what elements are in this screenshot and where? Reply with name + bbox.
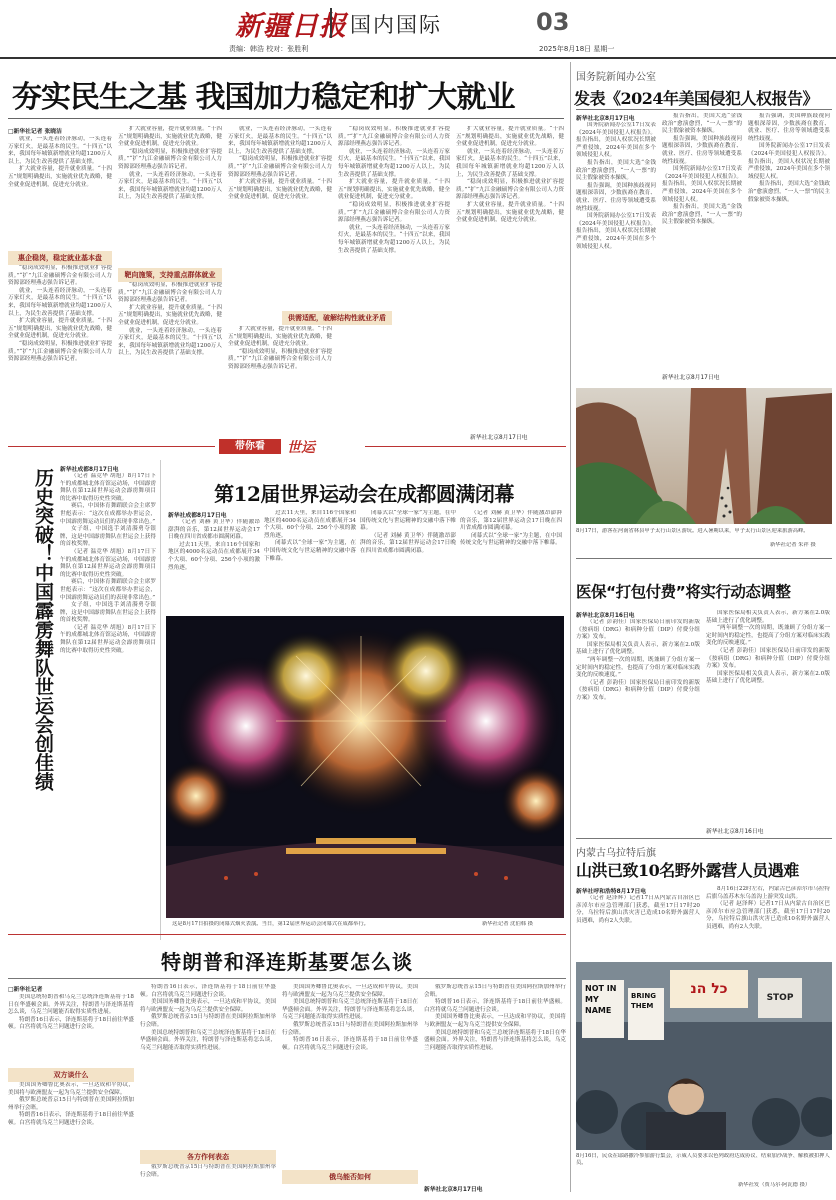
right-mid-paragraph: （记者 彭韵佳）国家医保局日前印发的新版《按病组（DRG）和病种分值（DIP）付费分组方案》发布。 (576, 679, 700, 701)
right-top-paragraph: 报告指出，美国大选“金钱政治”愈演愈烈，“一人一票”的民主假象被资本操纵。 (576, 159, 656, 182)
lead-subhead-2: 靶向施策，支持重点群体就业 (118, 268, 222, 282)
lead-paragraph: 扩大就业容量，提升就业质量。“十四五”规划明确提出，实施就业优先战略，健全就业促进机制，促进充分就业。 (456, 126, 564, 148)
bottom-paragraph: 美国总统特朗普和乌克兰总统泽连斯基将于18日在华盛顿会面。外界关注，特朗普与泽连斯基将怎么谈，乌克兰问题能否取得实质性进展。 (282, 999, 418, 1021)
lead-col-1b (8, 265, 112, 495)
bottom-paragraph: 俄罗斯总统普京15日与特朗普在美国阿拉斯加州举行会晤。 (8, 1097, 134, 1111)
right-mid-paragraph: （记者 彭韵佳）国家医保局日前印发的新版《按病组（DRG）和病种分值（DIP）付费分组方案》发布。 (706, 647, 830, 670)
right-mid-paragraph: “两年调整一次的周期，既兼顾了分组方案一定时间内的稳定性，也提高了分组方案对临床实践变化的反映速度。” (576, 656, 700, 679)
bottom-paragraph: 俄罗斯总统普京15日与特朗普在美国阿拉斯加州举行会晤。 (140, 1014, 276, 1028)
protest-sign: NOT IN MY NAME (582, 980, 624, 1038)
feature-banner-accent: 世运 (287, 440, 315, 456)
bottom-paragraph: 特朗普16日表示，泽连斯基将于18日前往华盛顿。白宫将就乌克兰问题进行会谈。 (140, 984, 276, 998)
right-mid-rule (576, 558, 832, 559)
feature-main-title: 第12届世界运动会在成都圆满闭幕 (214, 482, 514, 506)
lead-paragraph: “稳岗成效明显，积极推进就业扩容提质。”“扩”九江金融硕博合金有限公司人力资源部经理燕志强告诉记者。 (456, 179, 564, 201)
right-top-col-2 (662, 113, 742, 378)
bottom-paragraph: 美国总统特朗普和乌克兰总统泽连斯基将于18日在华盛顿会面。外界关注，特朗普与泽连斯基将怎么谈，乌克兰问题能否取得实质性进展。 (8, 994, 134, 1016)
bottom-paragraph: 特朗普16日表示，泽连斯基将于18日前往华盛顿。白宫将就乌克兰问题进行会谈。 (8, 1016, 134, 1031)
right-bottom-col-1 (576, 895, 700, 955)
side-article-title: 历史突破！中国霹雳舞队世运会创佳绩 (32, 468, 54, 791)
right-top-byline: 新华社北京8月17日电 (576, 116, 635, 122)
lead-paragraph: “稳岗成效明显，积极推进就业扩容提质。”“扩”九江金融硕博合金有限公司人力资源部经理燕志强告诉记者。 (118, 282, 222, 304)
right-photo-caption: 8月17日，游客在河南省林县甲子太行山景区游玩。进入暑期以来，甲子太行山景区迎来旅游高峰。 (576, 528, 809, 534)
bottom-paragraph: 特朗普16日表示，泽连斯基将于18日前往华盛顿。白宫将就乌克兰问题进行会谈。 (8, 1112, 134, 1126)
lead-title-rule (8, 118, 564, 119)
bottom-subhead-3: 俄乌能否如何 (282, 1170, 418, 1184)
lead-paragraph: “稳岗成效明显，积极推进就业扩容提质。”“扩”九江金融硕博合金有限公司人力资源部经理燕志强告诉记者。 (338, 201, 450, 224)
lead-paragraph: “稳岗成效明显，积极推进就业扩容提质。”“扩”九江金融硕博合金有限公司人力资源部经理燕志强告诉记者。 (118, 148, 222, 170)
bottom-byline: □新华社记者 (8, 987, 43, 993)
page-number: 03 (536, 8, 570, 36)
lead-paragraph: 扩大就业容量，提升就业质量。“十四五”规划明确提出，实施就业优先战略，健全就业促进机制，促进充分就业。 (118, 126, 222, 148)
side-paragraph: （记者 温竞华 胡旭）8月17日下午的成都城北体育馆运动场，中国霹雳舞队在第12届世界运动会霹雳舞项目的比赛中取得历史性突破。 (60, 548, 156, 578)
feature-main-col-4 (460, 510, 562, 613)
right-mid-col-2 (706, 610, 830, 820)
bottom-title-rule (8, 978, 566, 979)
lead-paragraph: 扩大就业容量，提升就业质量。“十四五”规划明确提出，实施就业优先战略，健全就业促进机制，促进充分就业。 (456, 201, 564, 224)
feature-paragraph: 过去11天里，来自116个国家和地区的4000名运动员在成都展开34个大项、60个分项、256个小项的激烈角逐。 (264, 510, 356, 539)
bottom-paragraph: 特朗普16日表示，泽连斯基将于18日前往华盛顿。白宫将就乌克兰问题进行会谈。 (282, 1037, 418, 1051)
lead-paragraph: 就业，一头连着经济脉动，一头连着万家灯火，是最基本的民生。“十四五”以来，我国每年城镇新增就业均超1200万人以上，为民生改善提供了基础支撑。 (338, 148, 450, 178)
feature-main-byline: 新华社成都8月17日电 (168, 513, 227, 519)
right-mid-paragraph: 国家医保局相关负责人表示，新方案在2.0版基础上进行了优化调整。 (576, 641, 700, 656)
lead-sign: 新华社北京8月17日电 (470, 435, 528, 441)
right-top-paragraph: 报告指出，美国大选“金钱政治”愈演愈烈，“一人一票”的民主假象被资本操纵。 (662, 113, 742, 135)
bottom-col-1b (8, 1082, 134, 1192)
lead-paragraph: 扩大就业容量，提升就业质量。“十四五”规划明确提出，实施就业优先战略，健全就业促进机制，促进充分就业。 (228, 326, 332, 348)
right-top-paragraph: 国务院新闻办公室17日发表《2024年美国侵犯人权报告》。报告指出，美国人权状况长期被严重侵蚀，2024年美国在多个领域侵犯人权。 (748, 143, 830, 180)
side-paragraph: 赛后，中国体育舞蹈联合会主席罗世彪表示：“这次在成都举办世运会，中国霹雳舞运动员们的表现非常出色。” (60, 503, 156, 525)
bottom-col-1 (8, 994, 134, 1066)
right-bottom-byline: 新华社呼和浩特8月17日电 (576, 889, 647, 895)
fireworks-photo-credit: 新华社记者 沈伯韩 摄 (482, 921, 534, 927)
lead-col-2 (118, 126, 222, 266)
right-top-kicker: 国务院新闻办公室 (576, 72, 656, 83)
lead-paragraph: “稳岗成效明显，积极推进就业扩容提质。”“扩”九江金融硕博合金有限公司人力资源部经理燕志强告诉记者。 (228, 156, 332, 178)
right-bottom-paragraph: （记者 赵泽辉）记者17日从内蒙古自治区巴彦淖尔市应急管理部门获悉，截至17日17时20分，乌拉特后旗山洪灾害已造成10名野外露营人员遇难，尚有2人失联。 (576, 895, 700, 924)
masthead-divider (330, 8, 332, 38)
right-top-paragraph: 报告强调，美国种族歧视问题根深蒂固，少数族裔在教育、就业、医疗、住房等领域遭受系统性歧视。 (662, 135, 742, 165)
lead-paragraph: 扩大就业容量，提升就业质量。“十四五”规划明确提出，实施就业优先战略，健全就业促进机制，促进充分就业。 (8, 166, 112, 188)
cliff-scenery-photo (576, 388, 832, 524)
protest-sign: כל הנ (670, 970, 748, 1008)
lead-subhead-3: 供需适配，破解结构性就业矛盾 (282, 311, 392, 325)
feature-paragraph: （记者 刘赫 黄卫华）伴随激昂澎湃的音乐，第12届世界运动会17日晚在四川省成都市圆满闭幕。 (360, 532, 456, 554)
bottom-paragraph: 俄罗斯总统普京15日与特朗普在美国阿拉斯加州举行会晤。 (282, 1021, 418, 1036)
bottom-paragraph: 美国国务卿鲁比奥表示，一旦达成和平协议，美国将与欧洲盟友一起为乌克兰提供安全保障。 (282, 984, 418, 998)
right-top-paragraph: 国务院新闻办公室17日发表《2024年美国侵犯人权报告》。报告指出，美国人权状况长期被严重侵蚀，2024年美国在多个领域侵犯人权。 (576, 213, 656, 250)
feature-main-col-2 (264, 510, 356, 613)
lead-paragraph: 扩大就业容量，提升就业质量。“十四五”规划明确提出，实施就业优先战略，健全就业促进机制，促进充分就业。 (228, 179, 332, 201)
right-top-paragraph: 国务院新闻办公室17日发表《2024年美国侵犯人权报告》。报告指出，美国人权状况长期被严重侵蚀，2024年美国在多个领域侵犯人权。 (576, 122, 656, 159)
lead-paragraph: 扩大就业容量，提升就业质量。“十四五”规划明确提出，实施就业优先战略，健全就业促进机制，促进充分就业。 (118, 304, 222, 326)
feature-paragraph: 闭幕式以“全球一家”为主题，在中国传统文化与世运精神的交融中落下帷幕。 (460, 532, 562, 547)
bottom-paragraph: 俄罗斯总统普京15日与特朗普在美国阿拉斯加州举行会晤。 (140, 1164, 276, 1178)
lead-col-3 (228, 126, 332, 308)
bottom-paragraph: 美国国务卿鲁比奥表示，一旦达成和平协议，美国将与欧洲盟友一起为乌克兰提供安全保障。 (140, 999, 276, 1013)
feature-paragraph: 闭幕式以“全球一家”为主题，在中国传统文化与世运精神的交融中落下帷幕。 (264, 540, 356, 562)
feature-bottom-rule (8, 934, 566, 935)
lead-paragraph: 就业，一头连着经济脉动，一头连着万家灯火，是最基本的民生。“十四五”以来，我国每年城镇新增就业均超1200万人以上，为民生改善提供了基础支撑。 (8, 136, 112, 165)
right-mid-paragraph: 国家医保局相关负责人表示，新方案在2.0版基础上进行了优化调整。 (706, 610, 830, 624)
lead-col-5 (456, 126, 564, 428)
right-bottom-kicker: 内蒙古乌拉特后旗 (576, 848, 656, 859)
feature-banner (215, 439, 365, 454)
protest-sign: STOP (758, 978, 802, 1018)
lead-col-3b (228, 326, 332, 436)
right-bottom-paragraph: （记者 赵泽辉）记者17日从内蒙古自治区巴彦淖尔市应急管理部门获悉，截至17日17时20分，乌拉特后旗山洪灾害已造成10名野外露营人员遇难，尚有2人失联。 (706, 901, 830, 930)
fireworks-photo (166, 616, 564, 918)
lead-story-title: 夯实民生之基 我国加力稳定和扩大就业 (12, 80, 515, 115)
newspaper-logo: 新疆日报 (235, 11, 347, 42)
right-top-rule (576, 109, 832, 110)
lead-col-1 (8, 136, 112, 254)
lead-col-2b (118, 282, 222, 432)
right-top-paragraph: 报告指出，美国大选“金钱政治”愈演愈烈，“一人一票”的民主假象被资本操纵。 (662, 204, 742, 226)
lead-paragraph: 就业，一头连着经济脉动，一头连着万家灯火，是最基本的民生。“十四五”以来，我国每年城镇新增就业均超1200万人以上，为民生改善提供了基础支撑。 (8, 287, 112, 317)
side-paragraph: 女子组，中国选手刘清漪勇夺银牌，这是中国霹雳舞队在世运会上获得的首枚奖牌。 (60, 526, 156, 548)
bottom-paragraph: 特朗普16日表示，泽连斯基将于18日前往华盛顿。白宫将就乌克兰问题进行会谈。 (424, 999, 566, 1013)
section-title: 国内国际 (350, 13, 442, 37)
feature-paragraph: （记者 刘赫 黄卫华）伴随激昂澎湃的音乐，第12届世界运动会17日晚在四川省成都市圆满闭幕。 (460, 510, 562, 532)
right-top-paragraph: 报告指出，美国大选“金钱政治”愈演愈烈，“一人一票”的民主假象被资本操纵。 (748, 181, 830, 203)
side-paragraph: （记者 温竞华 胡旭）8月17日下午的成都城北体育馆运动场，中国霹雳舞队在第12届世界运动会霹雳舞项目的比赛中取得历史性突破。 (60, 473, 156, 502)
bottom-paragraph: 美国国务卿鲁比奥表示，一旦达成和平协议，美国将与欧洲盟友一起为乌克兰提供安全保障。 (424, 1014, 566, 1028)
right-bottom-col-2 (706, 886, 830, 956)
column-divider (570, 62, 571, 1192)
right-mid-paragraph: （记者 彭韵佳）国家医保局日前印发的新版《按病组（DRG）和病种分值（DIP）付费分组方案》发布。 (576, 619, 700, 641)
feature-paragraph: （记者 刘赫 黄卫华）伴随激昂澎湃的音乐，第12届世界运动会17日晚在四川省成都市圆满闭幕。 (168, 519, 260, 541)
side-article-byline: 新华社成都8月17日电 (60, 467, 119, 473)
right-top-title: 发表《2024年美国侵犯人权报告》 (574, 89, 819, 108)
right-mid-sign: 新华社北京8月16日电 (706, 829, 764, 835)
feature-banner-label: 带你看 (219, 439, 281, 454)
lead-col-4 (338, 126, 450, 436)
right-top-sign: 新华社北京8月17日电 (662, 375, 720, 381)
lead-paragraph: 就业，一头连着经济脉动，一头连着万家灯火，是最基本的民生。“十四五”以来，我国每年城镇新增就业均超1200万人以上，为民生改善提供了基础支撑。 (118, 171, 222, 201)
lead-paragraph: 扩大就业容量，提升就业质量。“十四五”规划明确提出，实施就业优先战略，健全就业促进机制，促进充分就业。 (338, 179, 450, 201)
feature-paragraph: 闭幕式以“全球一家”为主题，在中国传统文化与世运精神的交融中落下帷幕。 (360, 510, 456, 532)
lead-byline: □新华社记者 张晓洁 (8, 129, 62, 135)
right-top-paragraph: 报告强调，美国种族歧视问题根深蒂固，少数族裔在教育、就业、医疗、住房等领域遭受系统性歧视。 (576, 182, 656, 212)
lead-subhead-1: 惠企稳岗，稳定就业基本盘 (8, 251, 112, 265)
lead-paragraph: 就业，一头连着经济脉动，一头连着万家灯火，是最基本的民生。“十四五”以来，我国每年城镇新增就业均超1200万人以上，为民生改善提供了基础支撑。 (338, 224, 450, 254)
protest-photo-caption: 8月16日，民众在耶路撒冷参加游行集会，示威人员要求以色列政府达成协议、结束加沙战争、解救被扣押人员。 (576, 1153, 830, 1166)
lead-paragraph: “稳岗成效明显，积极推进就业扩容提质。”“扩”九江金融硕博合金有限公司人力资源部经理燕志强告诉记者。 (8, 340, 112, 363)
side-paragraph: （记者 温竞华 胡旭）8月17日下午的成都城北体育馆运动场，中国霹雳舞队在第12届世界运动会霹雳舞项目的比赛中取得历史性突破。 (60, 624, 156, 654)
protest-photo (576, 962, 832, 1150)
bottom-col-2 (140, 984, 276, 1146)
right-top-paragraph: 报告强调，美国种族歧视问题根深蒂固，少数族裔在教育、就业、医疗、住房等领域遭受系统性歧视。 (748, 113, 830, 142)
bottom-col-3 (282, 984, 418, 1164)
lead-paragraph: 就业，一头连着经济脉动，一头连着万家灯火，是最基本的民生。“十四五”以来，我国每年城镇新增就业均超1200万人以上，为民生改善提供了基础支撑。 (456, 148, 564, 178)
issue-date: 2025年8月18日 星期一 (539, 45, 615, 53)
bottom-story-title: 特朗普和泽连斯基要怎么谈 (161, 950, 413, 974)
bottom-sign: 新华社北京8月17日电 (424, 1187, 483, 1193)
bottom-col-2b (140, 1164, 276, 1194)
lead-paragraph: “稳岗成效明显，积极推进就业扩容提质。”“扩”九江金融硕博合金有限公司人力资源部经理燕志强告诉记者。 (8, 265, 112, 287)
right-top-paragraph: 国务院新闻办公室17日发表《2024年美国侵犯人权报告》。报告指出，美国人权状况长期被严重侵蚀，2024年美国在多个领域侵犯人权。 (662, 166, 742, 203)
right-mid-paragraph: 国家医保局相关负责人表示，新方案在2.0版基础上进行了优化调整。 (706, 670, 830, 685)
feature-main-col-3 (360, 510, 456, 613)
fireworks-photo-caption: 这是8月17日拍摄的闭幕式烟火表演。当日，第12届世界运动会闭幕式在成都举行。 (172, 921, 369, 927)
bottom-subhead-2: 各方作何表态 (140, 1150, 276, 1164)
right-mid-title: 医保“打包付费”将实行动态调整 (576, 583, 791, 601)
lead-paragraph: 扩大就业容量，提升就业质量。“十四五”规划明确提出，实施就业优先战略，健全就业促进机制，促进充分就业。 (8, 318, 112, 340)
masthead-rule (0, 57, 836, 59)
right-mid-col-1 (576, 619, 700, 829)
right-photo-credit: 新华社记者 朱祥 摄 (770, 542, 816, 548)
right-top-col-3 (748, 113, 830, 343)
bottom-subhead-1: 双方谈什么 (8, 1068, 134, 1082)
protest-photo-credit: 新华社发（贾马尔·阿瓦德 摄） (738, 1182, 811, 1188)
protest-sign: BRING THEM (628, 988, 664, 1040)
feature-main-col-1 (168, 519, 260, 613)
lead-paragraph: “稳岗成效明显，积极推进就业扩容提质。”“扩”九江金融硕博合金有限公司人力资源部经理燕志强告诉记者。 (228, 348, 332, 370)
masthead (0, 0, 836, 62)
side-article-body (60, 473, 156, 943)
right-mid-byline: 新华社北京8月16日电 (576, 613, 635, 619)
side-paragraph: 赛后，中国体育舞蹈联合会主席罗世彪表示：“这次在成都举办世运会，中国霹雳舞运动员们的表现非常出色。” (60, 579, 156, 601)
right-top-col-1 (576, 122, 656, 378)
lead-paragraph: “稳岗成效明显，积极推进就业扩容提质。”“扩”九江金融硕博合金有限公司人力资源部经理燕志强告诉记者。 (338, 126, 450, 148)
bottom-paragraph: 美国国务卿鲁比奥表示，一旦达成和平协议，美国将与欧洲盟友一起为乌克兰提供安全保障。 (8, 1082, 134, 1096)
right-mid-paragraph: “两年调整一次的周期，既兼顾了分组方案一定时间内的稳定性，也提高了分组方案对临床实践变化的反映速度。” (706, 625, 830, 647)
bottom-paragraph: 美国总统特朗普和乌克兰总统泽连斯基将于18日在华盛顿会面。外界关注，特朗普与泽连斯基将怎么谈，乌克兰问题能否取得实质性进展。 (424, 1029, 566, 1051)
lead-paragraph: 就业，一头连着经济脉动，一头连着万家灯火，是最基本的民生。“十四五”以来，我国每年城镇新增就业均超1200万人以上，为民生改善提供了基础支撑。 (118, 327, 222, 357)
lead-paragraph: 就业，一头连着经济脉动，一头连着万家灯火，是最基本的民生。“十四五”以来，我国每年城镇新增就业均超1200万人以上，为民生改善提供了基础支撑。 (228, 126, 332, 155)
right-bottom-rule (576, 838, 832, 839)
editors-line: 责编：韩浩 校对：张胜利 (229, 45, 309, 53)
bottom-paragraph: 俄罗斯总统普京15日与特朗普在美国阿拉斯加州举行会晤。 (424, 984, 566, 998)
bottom-col-4 (424, 984, 566, 1180)
bottom-paragraph: 美国总统特朗普和乌克兰总统泽连斯基将于18日在华盛顿会面。外界关注，特朗普与泽连斯基将怎么谈，乌克兰问题能否取得实质性进展。 (140, 1029, 276, 1051)
side-paragraph: 女子组，中国选手刘清漪勇夺银牌，这是中国霹雳舞队在世运会上获得的首枚奖牌。 (60, 602, 156, 624)
right-bottom-paragraph: 8月16日22时左右，内蒙古巴彦淖尔市乌拉特后旗乌盖苏木东乌盖沟上游突发山洪。 (706, 886, 830, 900)
feature-divider (160, 460, 161, 940)
right-bottom-title: 山洪已致10名野外露营人员遇难 (576, 861, 799, 880)
feature-paragraph: 过去11天里，来自116个国家和地区的4000名运动员在成都展开34个大项、60个分项、256个小项的激烈角逐。 (168, 541, 260, 571)
